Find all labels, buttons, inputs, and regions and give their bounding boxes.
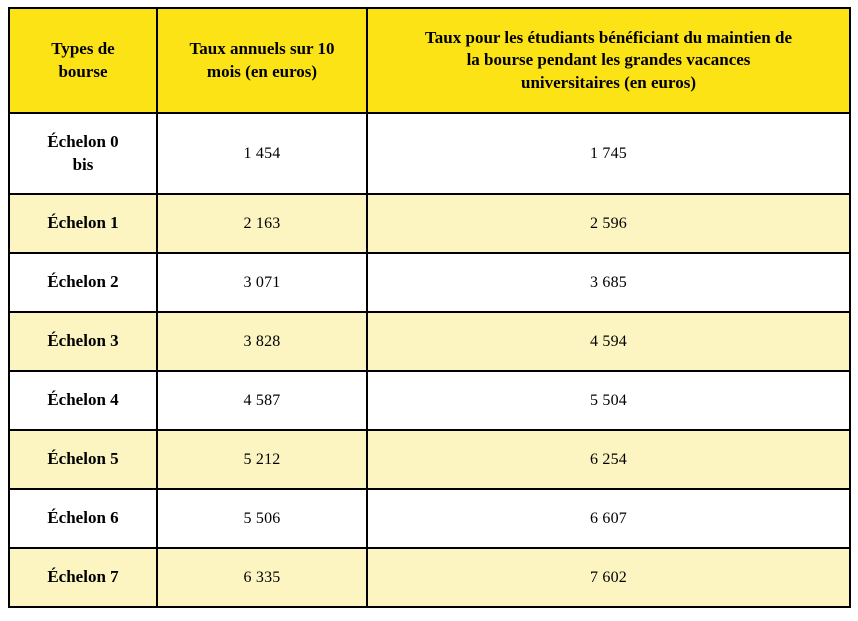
row-label [9, 312, 157, 371]
table-row-echelon-7 [9, 548, 850, 607]
row-label [9, 489, 157, 548]
annual-rate-cell: 4 587 [157, 371, 367, 430]
col-header-taux-vacances [367, 8, 850, 113]
col-header-types-de-bourse [9, 8, 157, 113]
table-row-echelon-3 [9, 312, 850, 371]
row-label [9, 371, 157, 430]
row-label [9, 194, 157, 253]
vacation-rate-cell: 1 745 [367, 113, 850, 194]
vacation-rate-cell: 3 685 [367, 253, 850, 312]
bourse-rates-table [8, 7, 851, 608]
annual-rate-cell: 5 212 [157, 430, 367, 489]
header-row [9, 8, 850, 113]
row-label [9, 548, 157, 607]
row-label-text: Échelon 5 [47, 449, 119, 469]
table-body [9, 113, 850, 607]
annual-rate-cell: 2 163 [157, 194, 367, 253]
col-header-annual-label: Taux annuels sur 10 mois (en euros) [189, 39, 335, 81]
vacation-rate-cell: 7 602 [367, 548, 850, 607]
vacation-rate-cell: 5 504 [367, 371, 850, 430]
annual-rate-cell: 3 828 [157, 312, 367, 371]
col-header-taux-annuels [157, 8, 367, 113]
table-row-echelon-6 [9, 489, 850, 548]
row-label-text: Échelon 7 [47, 567, 119, 587]
col-header-vacances-label: Taux pour les étudiants bénéficiant du maintien de la bourse pendant les grandes vacances universitaires (en euros) [425, 27, 792, 92]
table-row-echelon-1 [9, 194, 850, 253]
table-row-echelon-0-bis [9, 113, 850, 194]
col-header-types-label: Types de bourse [51, 39, 115, 81]
row-label-text: Échelon 1 [47, 213, 119, 233]
row-label-text: Échelon 2 [47, 272, 119, 292]
vacation-rate-cell: 6 607 [367, 489, 850, 548]
row-label [9, 113, 157, 194]
table-header [9, 8, 850, 113]
row-label-text: Échelon 3 [47, 331, 119, 351]
annual-rate-cell: 5 506 [157, 489, 367, 548]
row-label [9, 253, 157, 312]
vacation-rate-cell: 2 596 [367, 194, 850, 253]
annual-rate-cell: 3 071 [157, 253, 367, 312]
table-row-echelon-4 [9, 371, 850, 430]
annual-rate-cell: 6 335 [157, 548, 367, 607]
row-label-text: Échelon 6 [47, 508, 119, 528]
vacation-rate-cell: 4 594 [367, 312, 850, 371]
annual-rate-cell: 1 454 [157, 113, 367, 194]
row-label [9, 430, 157, 489]
row-label-text: Échelon 4 [47, 390, 119, 410]
table-row-echelon-2 [9, 253, 850, 312]
table-row-echelon-5 [9, 430, 850, 489]
row-label-text: Échelon 0 bis [47, 132, 119, 174]
vacation-rate-cell: 6 254 [367, 430, 850, 489]
